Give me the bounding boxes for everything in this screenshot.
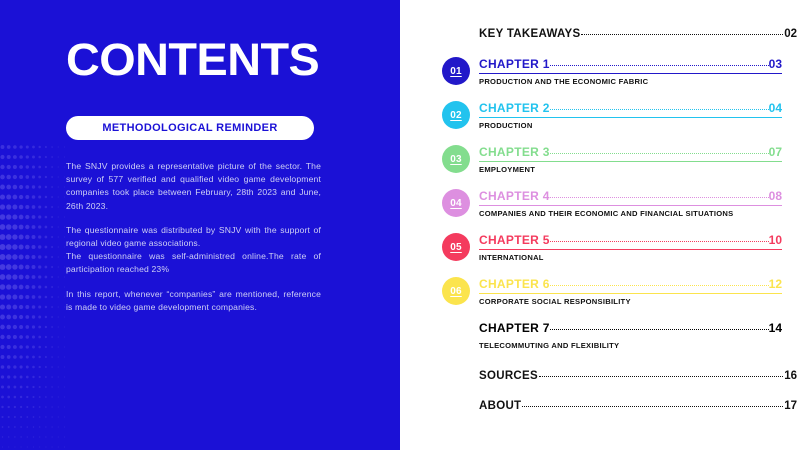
spacer (442, 386, 782, 400)
chapter-number: 01 (450, 65, 462, 77)
chapter-underline-rule (479, 293, 782, 294)
chapter-main (479, 188, 782, 218)
methodological-reminder-pill (66, 116, 314, 140)
chapter-number-badge (442, 145, 470, 173)
chapter-title: CHAPTER 3 (479, 145, 550, 159)
chapter-headline (479, 145, 782, 161)
chapter-main (479, 144, 782, 174)
chapter-number: 02 (450, 109, 462, 121)
table-of-contents (442, 28, 797, 416)
dotted-leader (581, 34, 783, 35)
chapter-number-badge (442, 233, 470, 261)
toc-chapter-row[interactable] (442, 56, 782, 100)
toc-chapter-row[interactable] (442, 232, 782, 276)
chapter-headline (479, 101, 782, 117)
right-panel (400, 0, 800, 450)
chapter-subtitle: INTERNATIONAL (479, 252, 544, 262)
toc-entry-key-takeaways[interactable] (479, 28, 797, 44)
chapter-underline-rule (479, 205, 782, 206)
chapter-subtitle: COMPANIES AND THEIR ECONOMIC AND FINANCIAL SITUATIONS (479, 208, 734, 218)
intro-paragraph: In this report, whenever “companies” are mentioned, reference is made to video game development companies. (66, 288, 321, 312)
toc-entry-page: 16 (784, 370, 797, 382)
chapter-number-badge (442, 321, 470, 349)
toc-entry-label: KEY TAKEAWAYS (479, 28, 581, 40)
chapter-page-number: 07 (768, 145, 782, 159)
chapter-title: CHAPTER 2 (479, 101, 550, 115)
chapter-number: 04 (450, 197, 462, 209)
chapter-underline-rule (479, 249, 782, 250)
dotted-leader (550, 241, 769, 242)
methodological-reminder-label: METHODOLOGICAL REMINDER (102, 122, 278, 134)
toc-chapter-row[interactable] (442, 188, 782, 232)
chapter-page-number: 04 (768, 101, 782, 115)
chapter-headline (479, 321, 782, 337)
chapter-number: 07 (450, 329, 462, 341)
chapter-underline-rule (479, 73, 782, 74)
chapter-main (479, 320, 782, 350)
toc-entry-page: 02 (784, 28, 797, 40)
dotted-leader (550, 197, 769, 198)
chapter-headline (479, 233, 782, 249)
halftone-dot-pattern (0, 143, 70, 450)
chapter-headline (479, 189, 782, 205)
toc-entry-page: 17 (784, 400, 797, 412)
dotted-leader (550, 65, 769, 66)
dotted-leader (550, 329, 769, 330)
toc-chapter-row[interactable] (442, 320, 782, 364)
chapter-headline (479, 277, 782, 293)
chapter-page-number: 10 (768, 233, 782, 247)
chapter-number: 06 (450, 285, 462, 297)
chapter-list (442, 56, 782, 364)
dotted-leader (550, 153, 769, 154)
chapter-title: CHAPTER 4 (479, 189, 550, 203)
dotted-leader (550, 109, 769, 110)
toc-entry-about[interactable] (479, 400, 797, 416)
chapter-number-badge (442, 57, 470, 85)
toc-chapter-row[interactable] (442, 144, 782, 188)
intro-body-text (66, 160, 321, 314)
toc-entry-label: SOURCES (479, 370, 538, 382)
dotted-leader (522, 406, 783, 407)
chapter-number-badge (442, 101, 470, 129)
chapter-subtitle: CORPORATE SOCIAL RESPONSIBILITY (479, 296, 631, 306)
chapter-underline-rule (479, 337, 782, 338)
chapter-main (479, 232, 782, 262)
chapter-main (479, 276, 782, 306)
chapter-underline-rule (479, 161, 782, 162)
chapter-title: CHAPTER 5 (479, 233, 550, 247)
chapter-title: CHAPTER 7 (479, 321, 550, 335)
chapter-page-number: 03 (768, 57, 782, 71)
chapter-number-badge (442, 277, 470, 305)
intro-paragraph: The SNJV provides a representative picture of the sector. The survey of 577 verified and qualified video game development companies took place between February, 28th 2023 and June, 26th 2023. (66, 161, 321, 211)
toc-chapter-row[interactable] (442, 100, 782, 144)
chapter-page-number: 08 (768, 189, 782, 203)
chapter-underline-rule (479, 117, 782, 118)
chapter-title: CHAPTER 1 (479, 57, 550, 71)
dotted-leader (539, 376, 783, 377)
chapter-number: 03 (450, 153, 462, 165)
toc-entry-sources[interactable] (479, 370, 797, 386)
chapter-page-number: 12 (768, 277, 782, 291)
dotted-leader (550, 285, 769, 286)
chapter-headline (479, 57, 782, 73)
spacer (442, 44, 782, 56)
chapter-page-number: 14 (768, 321, 782, 335)
page-title: CONTENTS (66, 34, 320, 85)
chapter-subtitle: TELECOMMUTING AND FLEXIBILITY (479, 340, 620, 350)
toc-chapter-row[interactable] (442, 276, 782, 320)
toc-entry-label: ABOUT (479, 400, 522, 412)
chapter-title: CHAPTER 6 (479, 277, 550, 291)
chapter-subtitle: PRODUCTION AND THE ECONOMIC FABRIC (479, 76, 649, 86)
chapter-main (479, 56, 782, 86)
chapter-number: 05 (450, 241, 462, 253)
chapter-subtitle: PRODUCTION (479, 120, 533, 130)
chapter-number-badge (442, 189, 470, 217)
intro-paragraph: The questionnaire was distributed by SNJV with the support of regional video game associations. The questionnaire was self-administred online.The rate of participation reached 23% (66, 224, 321, 275)
chapter-subtitle: EMPLOYMENT (479, 164, 536, 174)
chapter-main (479, 100, 782, 130)
